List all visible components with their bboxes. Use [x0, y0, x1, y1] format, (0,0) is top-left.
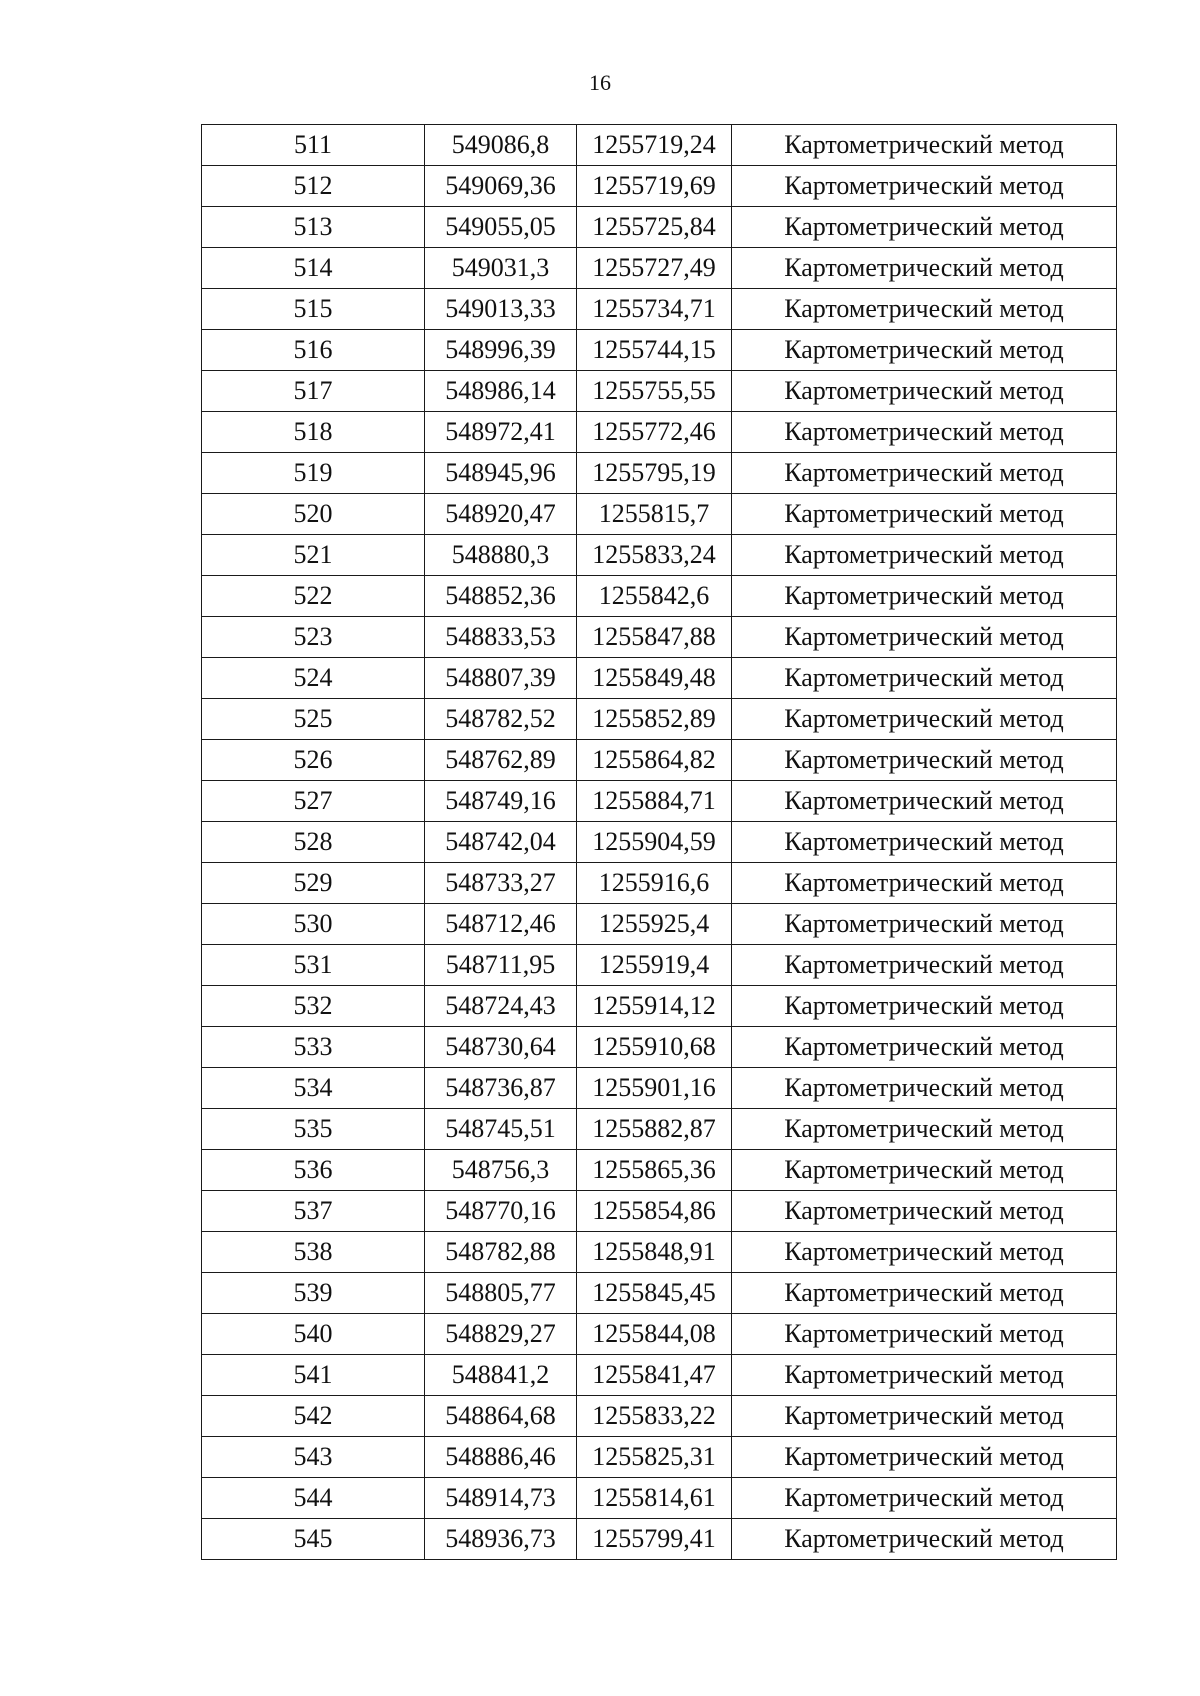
method-cell: Картометрический метод	[732, 1478, 1117, 1519]
y-coordinate-cell: 1255734,71	[577, 289, 732, 330]
table-row	[202, 371, 1117, 412]
x-coordinate-cell: 548782,88	[425, 1232, 577, 1273]
x-coordinate-cell: 548724,43	[425, 986, 577, 1027]
point-number-cell: 526	[202, 740, 425, 781]
table-row	[202, 1068, 1117, 1109]
x-coordinate-cell: 549069,36	[425, 166, 577, 207]
table-row	[202, 945, 1117, 986]
y-coordinate-cell: 1255847,88	[577, 617, 732, 658]
x-coordinate-cell: 549013,33	[425, 289, 577, 330]
point-number-cell: 513	[202, 207, 425, 248]
y-coordinate-cell: 1255825,31	[577, 1437, 732, 1478]
table-row	[202, 1191, 1117, 1232]
point-number-cell: 545	[202, 1519, 425, 1560]
x-coordinate-cell: 548712,46	[425, 904, 577, 945]
x-coordinate-cell: 548745,51	[425, 1109, 577, 1150]
point-number-cell: 524	[202, 658, 425, 699]
table-row	[202, 617, 1117, 658]
table-row	[202, 1232, 1117, 1273]
y-coordinate-cell: 1255849,48	[577, 658, 732, 699]
y-coordinate-cell: 1255727,49	[577, 248, 732, 289]
y-coordinate-cell: 1255919,4	[577, 945, 732, 986]
method-cell: Картометрический метод	[732, 125, 1117, 166]
method-cell: Картометрический метод	[732, 1437, 1117, 1478]
method-cell: Картометрический метод	[732, 986, 1117, 1027]
coordinates-table	[201, 124, 1117, 1560]
x-coordinate-cell: 548986,14	[425, 371, 577, 412]
table-row	[202, 125, 1117, 166]
method-cell: Картометрический метод	[732, 1232, 1117, 1273]
method-cell: Картометрический метод	[732, 1314, 1117, 1355]
table-row	[202, 1478, 1117, 1519]
point-number-cell: 535	[202, 1109, 425, 1150]
point-number-cell: 539	[202, 1273, 425, 1314]
point-number-cell: 537	[202, 1191, 425, 1232]
point-number-cell: 534	[202, 1068, 425, 1109]
x-coordinate-cell: 548770,16	[425, 1191, 577, 1232]
table-row	[202, 1150, 1117, 1191]
x-coordinate-cell: 548864,68	[425, 1396, 577, 1437]
table-row	[202, 535, 1117, 576]
x-coordinate-cell: 548749,16	[425, 781, 577, 822]
point-number-cell: 525	[202, 699, 425, 740]
x-coordinate-cell: 548972,41	[425, 412, 577, 453]
point-number-cell: 518	[202, 412, 425, 453]
table-row	[202, 740, 1117, 781]
x-coordinate-cell: 548736,87	[425, 1068, 577, 1109]
table-row	[202, 1314, 1117, 1355]
method-cell: Картометрический метод	[732, 1068, 1117, 1109]
x-coordinate-cell: 549031,3	[425, 248, 577, 289]
y-coordinate-cell: 1255901,16	[577, 1068, 732, 1109]
point-number-cell: 543	[202, 1437, 425, 1478]
method-cell: Картометрический метод	[732, 740, 1117, 781]
y-coordinate-cell: 1255884,71	[577, 781, 732, 822]
table-row	[202, 1437, 1117, 1478]
y-coordinate-cell: 1255852,89	[577, 699, 732, 740]
y-coordinate-cell: 1255910,68	[577, 1027, 732, 1068]
point-number-cell: 523	[202, 617, 425, 658]
method-cell: Картометрический метод	[732, 781, 1117, 822]
coordinates-table-body	[202, 125, 1117, 1560]
table-row	[202, 289, 1117, 330]
table-row	[202, 207, 1117, 248]
y-coordinate-cell: 1255914,12	[577, 986, 732, 1027]
table-row	[202, 1355, 1117, 1396]
point-number-cell: 511	[202, 125, 425, 166]
x-coordinate-cell: 548841,2	[425, 1355, 577, 1396]
method-cell: Картометрический метод	[732, 945, 1117, 986]
point-number-cell: 542	[202, 1396, 425, 1437]
method-cell: Картометрический метод	[732, 1355, 1117, 1396]
method-cell: Картометрический метод	[732, 494, 1117, 535]
method-cell: Картометрический метод	[732, 822, 1117, 863]
x-coordinate-cell: 549055,05	[425, 207, 577, 248]
point-number-cell: 522	[202, 576, 425, 617]
point-number-cell: 520	[202, 494, 425, 535]
table-row	[202, 822, 1117, 863]
point-number-cell: 538	[202, 1232, 425, 1273]
page-number: 16	[589, 70, 611, 95]
point-number-cell: 540	[202, 1314, 425, 1355]
table-row	[202, 658, 1117, 699]
y-coordinate-cell: 1255864,82	[577, 740, 732, 781]
y-coordinate-cell: 1255815,7	[577, 494, 732, 535]
x-coordinate-cell: 548733,27	[425, 863, 577, 904]
table-row	[202, 166, 1117, 207]
table-row	[202, 1519, 1117, 1560]
method-cell: Картометрический метод	[732, 535, 1117, 576]
point-number-cell: 521	[202, 535, 425, 576]
table-row	[202, 699, 1117, 740]
y-coordinate-cell: 1255842,6	[577, 576, 732, 617]
x-coordinate-cell: 548945,96	[425, 453, 577, 494]
y-coordinate-cell: 1255854,86	[577, 1191, 732, 1232]
method-cell: Картометрический метод	[732, 699, 1117, 740]
table-row	[202, 453, 1117, 494]
y-coordinate-cell: 1255833,24	[577, 535, 732, 576]
method-cell: Картометрический метод	[732, 1273, 1117, 1314]
y-coordinate-cell: 1255841,47	[577, 1355, 732, 1396]
x-coordinate-cell: 548886,46	[425, 1437, 577, 1478]
y-coordinate-cell: 1255904,59	[577, 822, 732, 863]
x-coordinate-cell: 548996,39	[425, 330, 577, 371]
x-coordinate-cell: 549086,8	[425, 125, 577, 166]
point-number-cell: 519	[202, 453, 425, 494]
table-row	[202, 1273, 1117, 1314]
method-cell: Картометрический метод	[732, 1150, 1117, 1191]
y-coordinate-cell: 1255799,41	[577, 1519, 732, 1560]
x-coordinate-cell: 548833,53	[425, 617, 577, 658]
method-cell: Картометрический метод	[732, 248, 1117, 289]
point-number-cell: 532	[202, 986, 425, 1027]
y-coordinate-cell: 1255845,45	[577, 1273, 732, 1314]
x-coordinate-cell: 548807,39	[425, 658, 577, 699]
point-number-cell: 541	[202, 1355, 425, 1396]
y-coordinate-cell: 1255719,69	[577, 166, 732, 207]
method-cell: Картометрический метод	[732, 1396, 1117, 1437]
y-coordinate-cell: 1255833,22	[577, 1396, 732, 1437]
y-coordinate-cell: 1255925,4	[577, 904, 732, 945]
x-coordinate-cell: 548852,36	[425, 576, 577, 617]
point-number-cell: 530	[202, 904, 425, 945]
y-coordinate-cell: 1255772,46	[577, 412, 732, 453]
y-coordinate-cell: 1255882,87	[577, 1109, 732, 1150]
y-coordinate-cell: 1255795,19	[577, 453, 732, 494]
method-cell: Картометрический метод	[732, 453, 1117, 494]
point-number-cell: 516	[202, 330, 425, 371]
method-cell: Картометрический метод	[732, 658, 1117, 699]
method-cell: Картометрический метод	[732, 166, 1117, 207]
x-coordinate-cell: 548920,47	[425, 494, 577, 535]
x-coordinate-cell: 548914,73	[425, 1478, 577, 1519]
y-coordinate-cell: 1255865,36	[577, 1150, 732, 1191]
table-row	[202, 576, 1117, 617]
x-coordinate-cell: 548782,52	[425, 699, 577, 740]
point-number-cell: 517	[202, 371, 425, 412]
point-number-cell: 544	[202, 1478, 425, 1519]
method-cell: Картометрический метод	[732, 412, 1117, 453]
y-coordinate-cell: 1255719,24	[577, 125, 732, 166]
point-number-cell: 515	[202, 289, 425, 330]
x-coordinate-cell: 548762,89	[425, 740, 577, 781]
x-coordinate-cell: 548936,73	[425, 1519, 577, 1560]
y-coordinate-cell: 1255916,6	[577, 863, 732, 904]
x-coordinate-cell: 548880,3	[425, 535, 577, 576]
y-coordinate-cell: 1255848,91	[577, 1232, 732, 1273]
point-number-cell: 531	[202, 945, 425, 986]
method-cell: Картометрический метод	[732, 617, 1117, 658]
x-coordinate-cell: 548730,64	[425, 1027, 577, 1068]
method-cell: Картометрический метод	[732, 1191, 1117, 1232]
table-row	[202, 1109, 1117, 1150]
table-row	[202, 330, 1117, 371]
y-coordinate-cell: 1255844,08	[577, 1314, 732, 1355]
table-row	[202, 1027, 1117, 1068]
method-cell: Картометрический метод	[732, 576, 1117, 617]
method-cell: Картометрический метод	[732, 207, 1117, 248]
table-row	[202, 1396, 1117, 1437]
method-cell: Картометрический метод	[732, 1027, 1117, 1068]
method-cell: Картометрический метод	[732, 289, 1117, 330]
table-row	[202, 412, 1117, 453]
point-number-cell: 533	[202, 1027, 425, 1068]
x-coordinate-cell: 548711,95	[425, 945, 577, 986]
point-number-cell: 514	[202, 248, 425, 289]
x-coordinate-cell: 548829,27	[425, 1314, 577, 1355]
method-cell: Картометрический метод	[732, 330, 1117, 371]
table-row	[202, 494, 1117, 535]
point-number-cell: 529	[202, 863, 425, 904]
y-coordinate-cell: 1255744,15	[577, 330, 732, 371]
method-cell: Картометрический метод	[732, 1109, 1117, 1150]
point-number-cell: 536	[202, 1150, 425, 1191]
method-cell: Картометрический метод	[732, 371, 1117, 412]
y-coordinate-cell: 1255755,55	[577, 371, 732, 412]
y-coordinate-cell: 1255814,61	[577, 1478, 732, 1519]
point-number-cell: 528	[202, 822, 425, 863]
x-coordinate-cell: 548756,3	[425, 1150, 577, 1191]
y-coordinate-cell: 1255725,84	[577, 207, 732, 248]
table-row	[202, 863, 1117, 904]
method-cell: Картометрический метод	[732, 904, 1117, 945]
x-coordinate-cell: 548805,77	[425, 1273, 577, 1314]
method-cell: Картометрический метод	[732, 1519, 1117, 1560]
table-row	[202, 904, 1117, 945]
table-row	[202, 986, 1117, 1027]
table-row	[202, 781, 1117, 822]
point-number-cell: 512	[202, 166, 425, 207]
method-cell: Картометрический метод	[732, 863, 1117, 904]
x-coordinate-cell: 548742,04	[425, 822, 577, 863]
table-row	[202, 248, 1117, 289]
point-number-cell: 527	[202, 781, 425, 822]
